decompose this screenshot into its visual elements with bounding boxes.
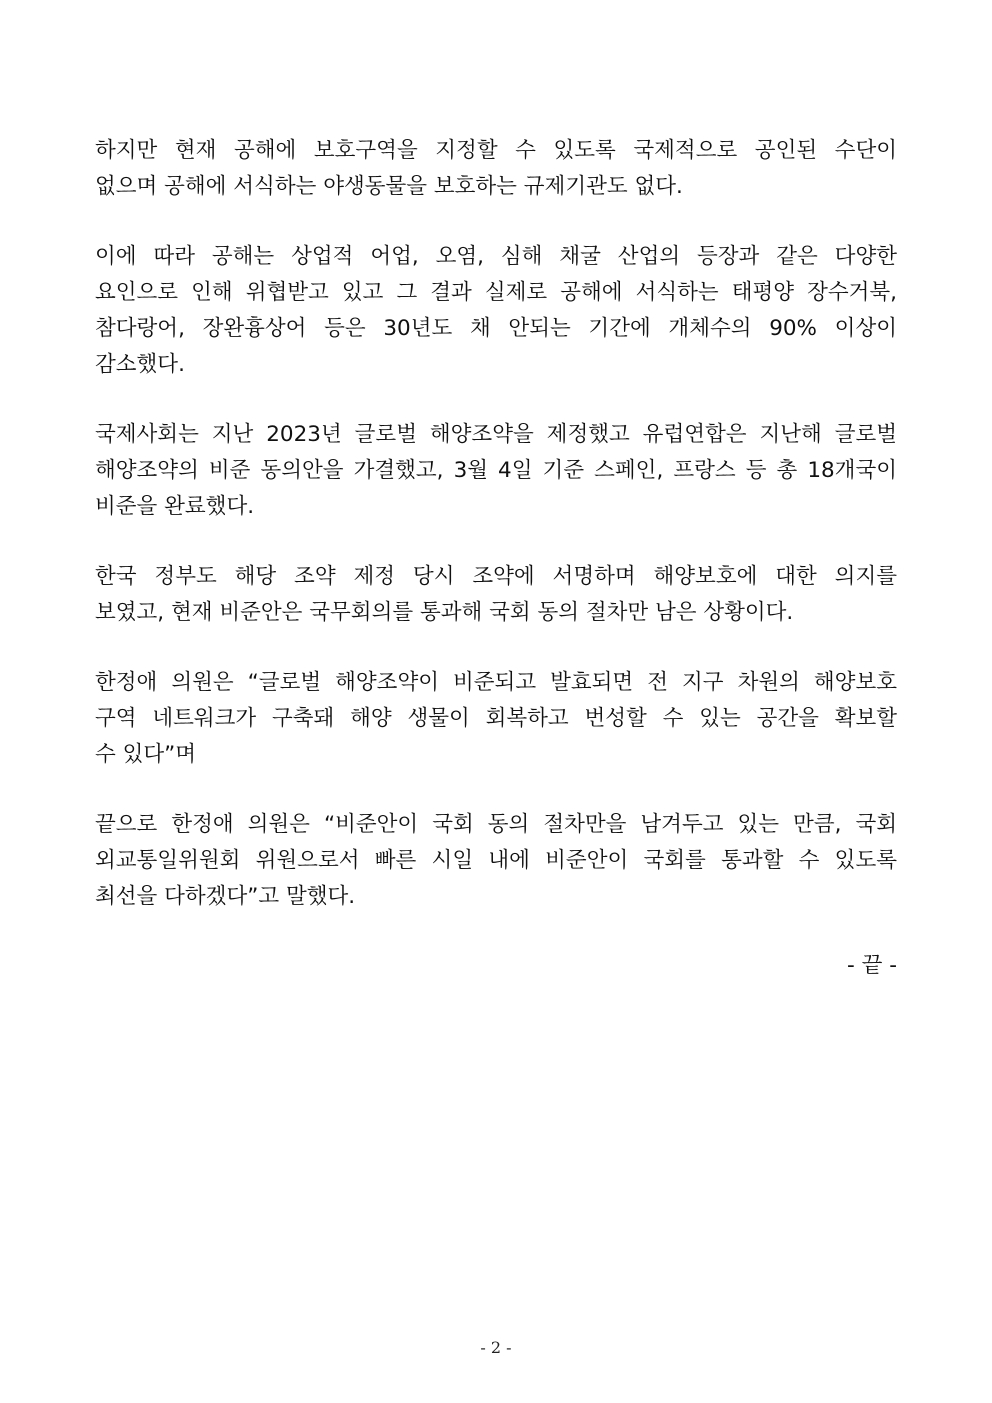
paragraph-threats-to-high-seas xyxy=(95,239,897,383)
text-line: 비준을 완료했다. xyxy=(95,494,255,519)
paragraph-no-protection-means xyxy=(95,133,897,205)
text-line: 해양조약의 비준 동의안을 가결했고, 3월 4일 기준 스페인, 프랑스 등 총 18개국이 xyxy=(95,458,897,483)
paragraph-closing-remark xyxy=(95,807,897,915)
text-line: 한정애 의원은 “글로벌 해양조약이 비준되고 발효되면 전 지구 차원의 해양보호 xyxy=(95,670,897,695)
page-number: - 2 - xyxy=(480,1338,512,1357)
text-line: 감소했다. xyxy=(95,352,185,377)
text-line: 최선을 다하겠다”고 말했다. xyxy=(95,884,356,909)
paragraph-korea-government xyxy=(95,559,897,631)
text-line: 한국 정부도 해당 조약 제정 당시 조약에 서명하며 해양보호에 대한 의지를 xyxy=(95,564,897,589)
text-line: 하지만 현재 공해에 보호구역을 지정할 수 있도록 국제적으로 공인된 수단이 xyxy=(95,138,897,163)
text-line: 요인으로 인해 위협받고 있고 그 결과 실제로 공해에 서식하는 태평양 장수거북, xyxy=(95,280,897,305)
text-line: 수 있다”며 xyxy=(95,742,197,767)
paragraph-international-ratification xyxy=(95,417,897,525)
text-line: 외교통일위원회 위원으로서 빠른 시일 내에 비준안이 국회를 통과할 수 있도록 xyxy=(95,848,897,873)
end-mark: - 끝 - xyxy=(847,953,897,978)
text-line: 국제사회는 지난 2023년 글로벌 해양조약을 제정했고 유럽연합은 지난해 글로벌 xyxy=(95,422,897,447)
text-line: 구역 네트워크가 구축돼 해양 생물이 회복하고 번성할 수 있는 공간을 확보할 xyxy=(95,706,897,731)
text-line: 끝으로 한정애 의원은 “비준안이 국회 동의 절차만을 남겨두고 있는 만큼, 국회 xyxy=(95,812,897,837)
document-body xyxy=(95,133,897,949)
text-line: 없으며 공해에 서식하는 야생동물을 보호하는 규제기관도 없다. xyxy=(95,174,683,199)
paragraph-lawmaker-quote xyxy=(95,665,897,773)
text-line: 보였고, 현재 비준안은 국무회의를 통과해 국회 동의 절차만 남은 상황이다. xyxy=(95,600,794,625)
text-line: 참다랑어, 장완흉상어 등은 30년도 채 안되는 기간에 개체수의 90% 이상이 xyxy=(95,316,897,341)
text-line: 이에 따라 공해는 상업적 어업, 오염, 심해 채굴 산업의 등장과 같은 다양한 xyxy=(95,244,897,269)
